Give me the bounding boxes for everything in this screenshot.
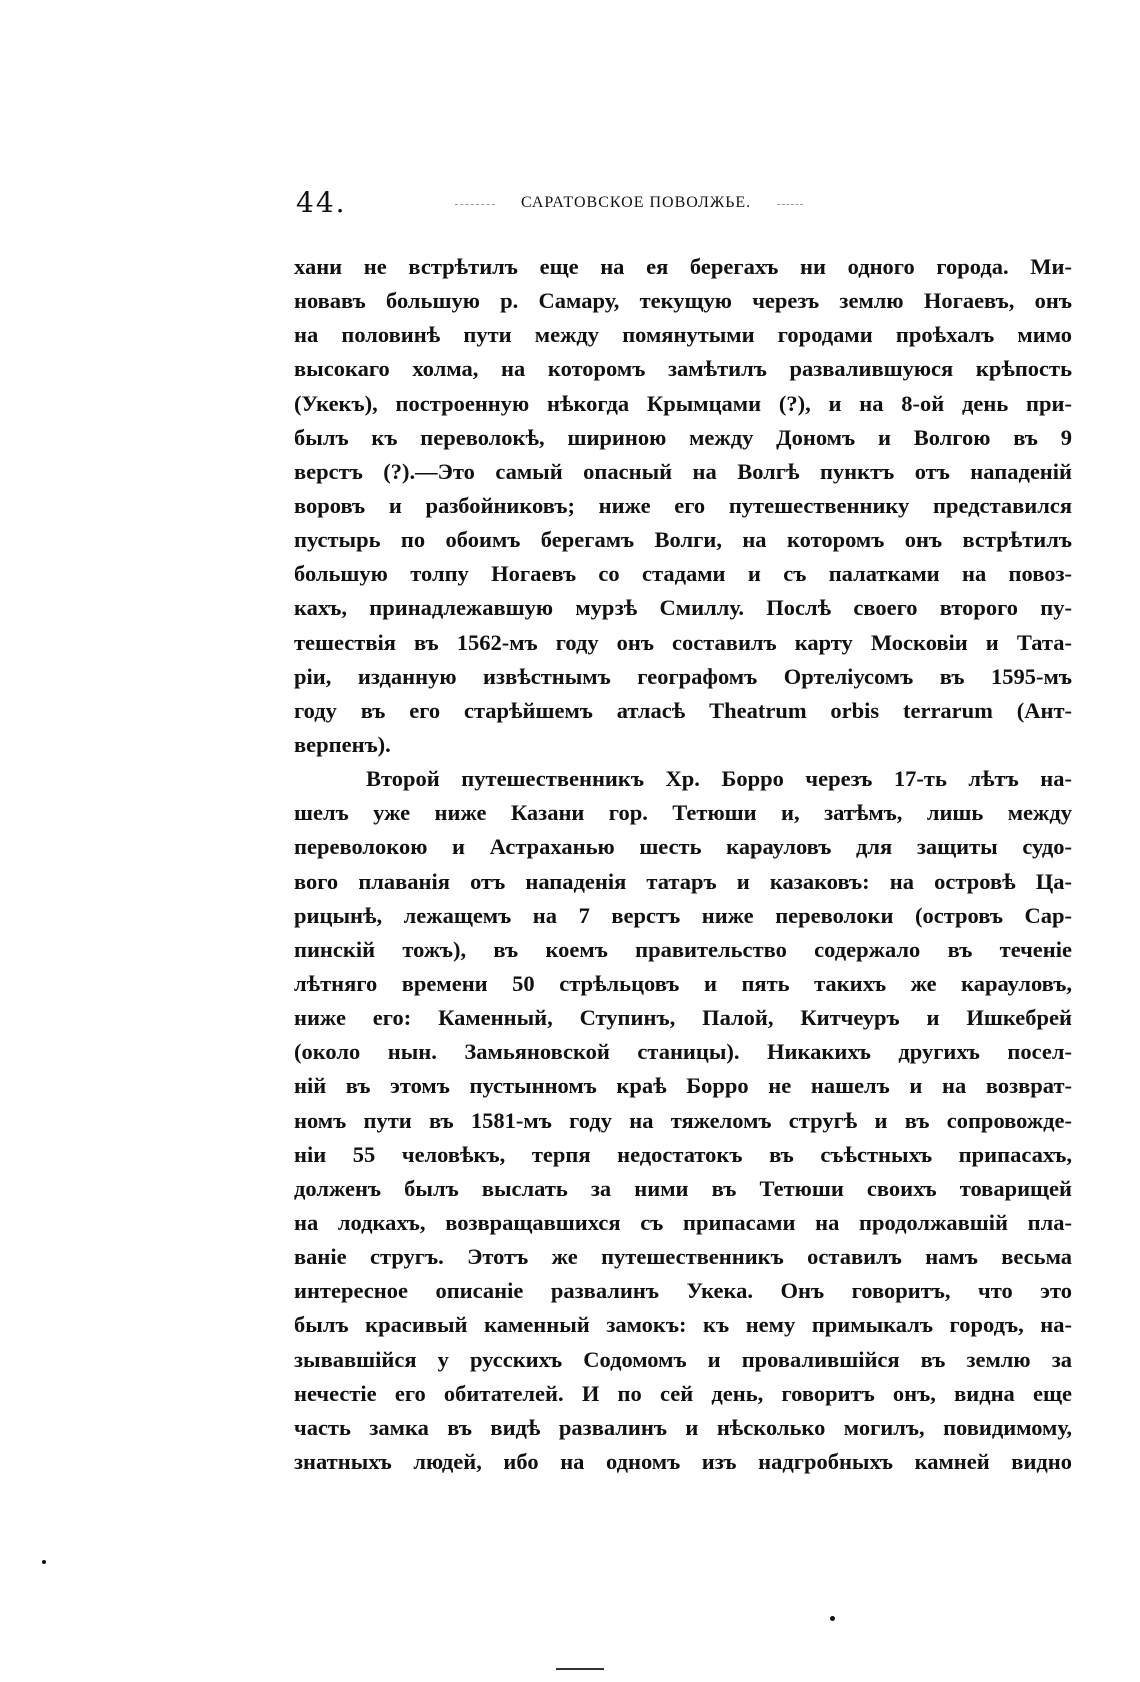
text-line: на половинѣ пути между помянутыми городами проѣхалъ мимо bbox=[294, 322, 1072, 348]
text-line: долженъ былъ выслать за ними въ Тетюши своихъ товарищей bbox=[294, 1175, 1072, 1201]
text-line: верпенъ). bbox=[294, 731, 391, 757]
text-line: былъ красивый каменный замокъ: къ нему примыкалъ городъ, на- bbox=[294, 1312, 1072, 1338]
text-line: рицынѣ, лежащемъ на 7 верстъ ниже переволоки (островъ Сар- bbox=[294, 902, 1072, 928]
text-line: былъ къ переволокѣ, шириною между Дономъ и Волгою въ 9 bbox=[294, 424, 1072, 450]
text-line: шелъ уже ниже Казани гор. Тетюши и, затѣмъ, лишь между bbox=[294, 800, 1072, 826]
paragraph-2 bbox=[294, 762, 1072, 1479]
text-line: большую толпу Ногаевъ со стадами и съ палатками на повоз- bbox=[294, 561, 1072, 587]
text-line: верстъ (?).—Это самый опасный на Волгѣ пунктъ отъ нападеній bbox=[294, 458, 1072, 484]
text-line: нечестіе его обитателей. И по сей день, говоритъ онъ, видна еще bbox=[294, 1380, 1072, 1406]
paragraph-1 bbox=[294, 250, 1072, 762]
text-line: интересное описаніе развалинъ Укека. Онъ говоритъ, что это bbox=[294, 1278, 1072, 1304]
text-line: кахъ, принадлежавшую мурзѣ Смиллу. Послѣ своего второго пу- bbox=[294, 595, 1072, 621]
text-line: (Укекъ), построенную нѣкогда Крымцами (?), и на 8-ой день при- bbox=[294, 390, 1072, 416]
text-line: ній въ этомъ пустынномъ краѣ Борро не нашелъ и на возврат- bbox=[294, 1073, 1072, 1099]
text-line: (около нын. Замьяновской станицы). Никакихъ другихъ посел- bbox=[294, 1039, 1072, 1065]
scan-speck bbox=[830, 1616, 835, 1621]
text-line: ріи, изданную извѣстнымъ географомъ Ортеліусомъ въ 1595-мъ bbox=[294, 663, 1072, 689]
text-line: высокаго холма, на которомъ замѣтилъ развалившуюся крѣпость bbox=[294, 356, 1072, 382]
text-line: пинскій тожъ), въ коемъ правительство содержало въ теченіе bbox=[294, 936, 1072, 962]
page-header bbox=[296, 186, 1071, 220]
text-line: Второй путешественникъ Хр. Борро черезъ 17-ть лѣтъ на- bbox=[366, 766, 1072, 792]
scan-speck bbox=[42, 1560, 46, 1564]
bottom-rule bbox=[556, 1668, 604, 1670]
body-text bbox=[294, 250, 1072, 1479]
text-line: вого плаванія отъ нападенія татаръ и казаковъ: на островѣ Ца- bbox=[294, 868, 1072, 894]
running-title: САРАТОВСКОЕ ПОВОЛЖЬЕ. bbox=[521, 194, 752, 211]
page-number: 44. bbox=[296, 186, 347, 219]
text-line: знатныхъ людей, ибо на одномъ изъ надгробныхъ камней видно bbox=[294, 1448, 1072, 1474]
text-line: тешествія въ 1562-мъ году онъ составилъ карту Московіи и Тата- bbox=[294, 629, 1072, 655]
text-line: лѣтняго времени 50 стрѣльцовъ и пять такихъ же карауловъ, bbox=[294, 970, 1072, 996]
text-line: пустырь по обоимъ берегамъ Волги, на которомъ онъ встрѣтилъ bbox=[294, 527, 1072, 553]
text-line: ваніе стругъ. Этотъ же путешественникъ оставилъ намъ весьма bbox=[294, 1244, 1072, 1270]
text-line: номъ пути въ 1581-мъ году на тяжеломъ стругѣ и въ сопровожде- bbox=[294, 1107, 1072, 1133]
text-line: новавъ большую р. Самару, текущую черезъ землю Ногаевъ, онъ bbox=[294, 288, 1072, 314]
text-line: ниже его: Каменный, Ступинъ, Палой, Китчеуръ и Ишкебрей bbox=[294, 1005, 1072, 1031]
text-line: часть замка въ видѣ развалинъ и нѣсколько могилъ, повидимому, bbox=[294, 1414, 1072, 1440]
text-line: воровъ и разбойниковъ; ниже его путешественнику представился bbox=[294, 492, 1072, 518]
text-line: переволокою и Астраханью шесть карауловъ для защиты судо- bbox=[294, 834, 1072, 860]
text-line: на лодкахъ, возвращавшихся съ припасами на продолжавшій пла- bbox=[294, 1209, 1072, 1235]
text-line: году въ его старѣйшемъ атласѣ Theatrum orbis terrarum (Ант- bbox=[294, 697, 1072, 723]
text-line: хани не встрѣтилъ еще на ея берегахъ ни одного города. Ми- bbox=[294, 254, 1072, 279]
text-line: зывавшійся у русскихъ Содомомъ и провалившійся въ землю за bbox=[294, 1346, 1072, 1372]
text-line: ніи 55 человѣкъ, терпя недостатокъ въ съѣстныхъ припасахъ, bbox=[294, 1141, 1072, 1167]
